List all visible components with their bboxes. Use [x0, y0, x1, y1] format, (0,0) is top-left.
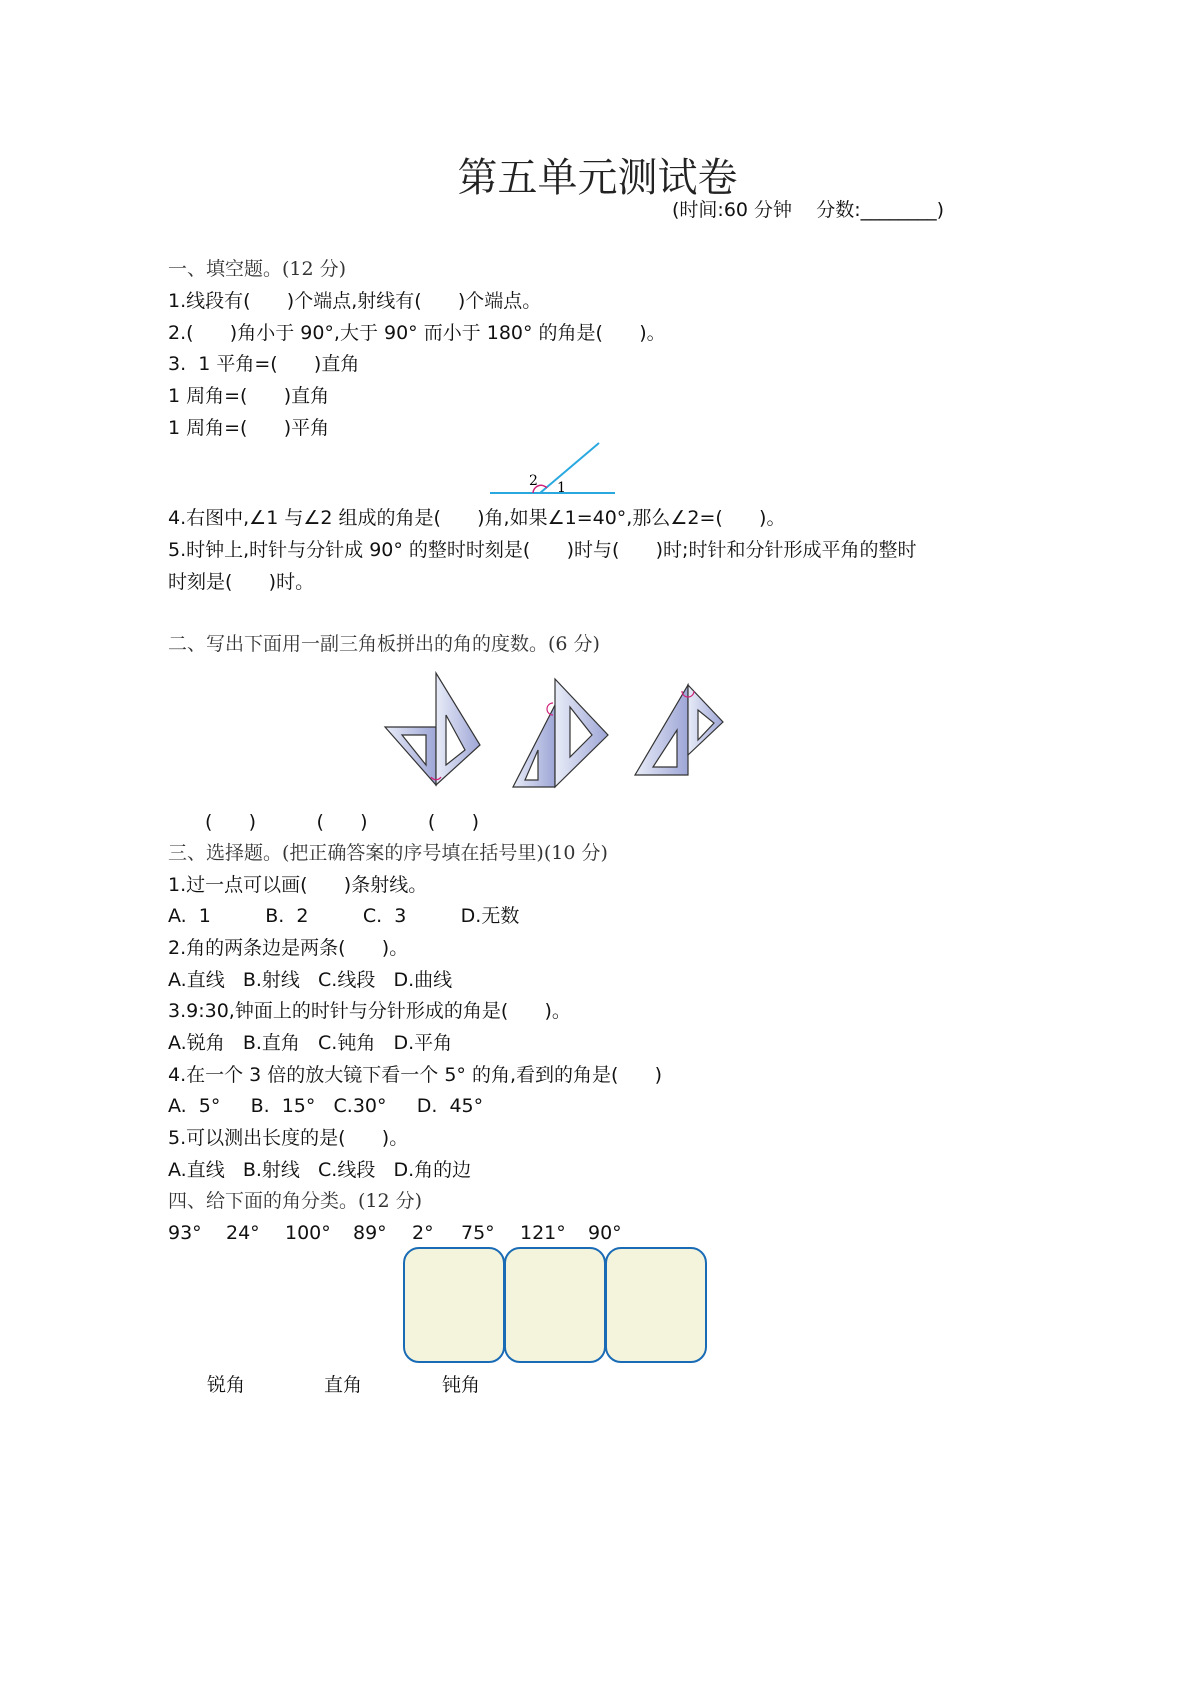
- question: 2.角的两条边是两条( )。: [168, 937, 409, 959]
- angle-figure: [485, 438, 625, 500]
- section1-heading: 一、填空题。(12 分): [168, 258, 347, 280]
- question: 1.过一点可以画( )条射线。: [168, 874, 428, 896]
- obtuse-angle-box: [605, 1247, 707, 1363]
- angle-label-1: 1: [557, 480, 566, 496]
- set-square-figures: [380, 665, 740, 795]
- set-square-pair-1: [385, 673, 480, 785]
- angle-value: 100°: [285, 1222, 331, 1244]
- acute-angle-box: [403, 1247, 505, 1363]
- question: 1.线段有( )个端点,射线有( )个端点。: [168, 290, 542, 312]
- angle-value: 90°: [588, 1222, 622, 1244]
- angle-value: 93°: [168, 1222, 202, 1244]
- question: 1 周角=( )平角: [168, 417, 330, 439]
- question: 4.在一个 3 倍的放大镜下看一个 5° 的角,看到的角是( ): [168, 1064, 663, 1086]
- question: 5.时钟上,时针与分针成 90° 的整时时刻是( )时与( )时;时针和分针形成平角的整时: [168, 539, 917, 561]
- category-label: 直角: [324, 1374, 363, 1396]
- set-square-pair-3: [635, 685, 723, 775]
- angle-value: 75°: [461, 1222, 495, 1244]
- angle-value: 24°: [226, 1222, 260, 1244]
- time-score-line: (时间:60 分钟 分数:________): [672, 199, 945, 221]
- section3-heading: 三、选择题。(把正确答案的序号填在括号里)(10 分): [168, 842, 608, 864]
- section2-heading: 二、写出下面用一副三角板拼出的角的度数。(6 分): [168, 633, 600, 655]
- right-angle-box: [504, 1247, 606, 1363]
- angle-label-2: 2: [529, 473, 538, 489]
- set-square-pair-2: [513, 679, 608, 787]
- options: A.直线 B.射线 C.线段 D.曲线: [168, 969, 453, 991]
- question: 3.9:30,钟面上的时针与分针形成的角是( )。: [168, 1000, 571, 1022]
- question: 1 周角=( )直角: [168, 385, 330, 407]
- answer-blanks: ( ) ( ) ( ): [205, 811, 479, 833]
- options: A. 5° B. 15° C.30° D. 45°: [168, 1095, 484, 1117]
- options: A.锐角 B.直角 C.钝角 D.平角: [168, 1032, 453, 1054]
- section4-heading: 四、给下面的角分类。(12 分): [168, 1190, 423, 1212]
- options: A. 1 B. 2 C. 3 D.无数: [168, 905, 520, 927]
- page-title: 第五单元测试卷: [457, 155, 738, 201]
- question: 5.可以测出长度的是( )。: [168, 1127, 409, 1149]
- options: A.直线 B.射线 C.线段 D.角的边: [168, 1159, 472, 1181]
- question: 4.右图中,∠1 与∠2 组成的角是( )角,如果∠1=40°,那么∠2=( )。: [168, 507, 786, 529]
- question: 时刻是( )时。: [168, 571, 315, 593]
- angle-value: 2°: [412, 1222, 434, 1244]
- angle-value: 121°: [520, 1222, 566, 1244]
- question: 2.( )角小于 90°,大于 90° 而小于 180° 的角是( )。: [168, 322, 666, 344]
- category-label: 钝角: [442, 1374, 481, 1396]
- angle-value: 89°: [353, 1222, 387, 1244]
- question: 3. 1 平角=( )直角: [168, 353, 360, 375]
- category-label: 锐角: [207, 1374, 246, 1396]
